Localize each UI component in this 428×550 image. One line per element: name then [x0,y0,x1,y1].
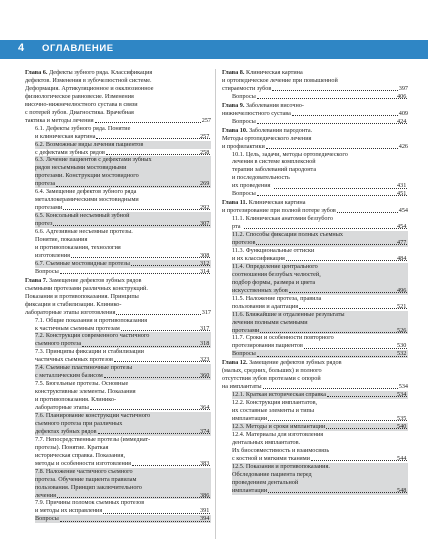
chapter-entry [25,117,211,125]
dot-leader [96,138,210,139]
toc-chapter [222,102,408,126]
section-title-line: конструктивные элементы. Показания [35,388,136,396]
section-title-line: терапии заболеваний пародонта [232,166,317,174]
dot-leader [268,492,407,493]
page-ref: 426 [398,142,408,150]
section-last-line: Вопросы 532 [232,350,407,358]
section-title-line: и последовательность [232,174,290,182]
section-title-text: с дефектами зубных рядов [35,148,105,156]
section-title-line: 6.1. Дефекты зубного ряда. Понятие [35,124,131,132]
section-last-line: и методы их исправления 391 [35,507,210,515]
section-title-text: протезирования пациентов [232,342,303,350]
dot-leader [63,209,210,210]
section-title-line: дентальных имплантатов. [232,438,301,446]
chapter-number: Глава 8. [222,69,245,76]
dot-leader [60,521,210,522]
dot-leader [326,428,407,429]
chapter-heading-line [222,135,408,143]
section-title-line: съемного протеза при различных [35,419,123,427]
dot-leader [82,346,210,347]
section-title-text: Вопросы [232,92,256,100]
section-title-line: Обследование пациента перед [232,470,312,478]
chapter-title-text: с потерей зубов. Диагностика. Врачебная [25,108,134,116]
questions-entry [232,350,408,358]
chapter-title-text: съемными протезами различных конструкций. [25,284,148,292]
chapter-heading [25,277,211,317]
chapter-title-text: Замещение дефектов зубных рядов [47,276,142,284]
section-title-text: дефектах зубных рядов [35,427,97,435]
dot-leader [266,148,398,149]
section-title-line: 12.4. Материалы для изготовления [232,430,324,438]
section-title-text: протезами [232,326,260,334]
chapter-entry [222,383,408,391]
toc-chapter [25,277,211,524]
section-last-line: их проведения 431 [232,182,407,190]
chapter-heading-line [222,102,408,110]
section-title-text: протеза [35,180,56,188]
section-title-text: лечения [35,491,57,499]
page-ref: 454 [398,207,408,215]
chapter-heading-line [222,127,408,135]
chapter-heading-line [25,109,211,117]
dot-leader [304,348,407,349]
chapter-title-text: тактика и методы лечения [25,116,94,124]
toc-left-column [25,69,211,524]
toc-chapter [222,199,408,358]
chapter-number: Глава 10. [222,126,248,134]
section-entry [35,188,211,212]
dot-leader [260,332,407,333]
dot-leader [272,90,397,91]
section-entry [232,391,408,399]
section-title-text: их проведения [232,182,271,190]
section-title-line: протеза. Обучение пациента правилам [35,475,137,483]
section-title-text: с металлическим базисом [35,372,103,380]
section-title-line: 7.9. Причины поломок съемных протезов [35,499,145,507]
chapter-heading-line [222,375,408,383]
section-title-line: 11.5. Наложение протеза, правила [232,294,322,302]
section-entry [232,231,408,247]
toc-chapter [222,127,408,199]
section-title-line: 11.1. Клиническая анатомия беззубого [232,215,333,223]
section-title-text: Вопросы [35,515,59,523]
section-entry [232,399,408,423]
questions-entry [232,93,408,101]
section-title-line: 6.6. Адгезивные несъемные протезы. [35,228,133,236]
chapter-title-text: Показания и противопоказания. Принципы [25,292,139,300]
chapter-heading [222,69,408,93]
section-last-line: протезов 477 [232,239,407,247]
dot-leader [121,330,210,331]
chapter-heading [222,359,408,391]
chapter-title-text: дефектов. Изменения в зубочелюстной системе. [25,76,152,84]
section-title-text: и их классификация [232,254,285,262]
dot-leader [56,186,210,187]
dot-leader [60,273,210,274]
section-title-text: с костной и мягкими тканями [232,454,310,462]
section-last-line: протезирования пациентов 530 [232,342,407,350]
section-title-line: 7.6. Планирование конструкции частичного [35,411,151,419]
section-last-line: протеза 269 [35,180,210,188]
section-entry [232,463,408,495]
section-entry [35,156,211,188]
section-last-line: Вопросы 451 [232,190,407,198]
chapter-title-text: лабораторные этапы изготовления [25,308,116,316]
section-title-line: 7.7. Непосредственные протезы (иммедиат- [35,435,151,443]
section-entry [35,317,211,333]
chapter-heading-line [25,285,211,293]
section-last-line: с костной и мягкими тканями 544 [232,454,407,462]
section-entry [232,334,408,350]
section-title-line: Их биосовместимость и взаимосвязь [232,446,330,454]
chapter-heading-line [25,101,211,109]
header-title: ОГЛАВЛЕНИЕ [42,43,114,54]
section-last-line: изготовления 308 [35,251,210,259]
section-last-line: к частичным съемным протезам 317 [35,324,210,332]
section-last-line: 12.1. Краткая историческая справка 534 [232,391,407,399]
section-title-text: имплантации [232,414,268,422]
chapter-number: Глава 12. [222,359,248,367]
section-title-text: Вопросы [232,117,256,125]
chapter-title-text: физиологическое равновесие. Изменения [25,92,134,100]
section-entry [232,263,408,295]
section-title-line: и противопоказания, технология [35,243,121,251]
section-last-line: Вопросы 394 [35,515,210,523]
section-entry [35,364,211,380]
section-title-line: 7.4. Съемные пластиночные протезы [35,364,133,372]
chapter-heading [222,199,408,215]
dot-leader [90,409,210,410]
section-title-line: 7.5. Бюгельные протезы. Основные [35,380,129,388]
section-title-text: протезами [35,204,63,212]
dot-leader [104,377,210,378]
section-title-line: 6.4. Замещение дефектов зубного ряда [35,188,137,196]
section-title-line: соотношения беззубых челюстей, [232,270,321,278]
section-title-line: и противопоказания. Клинико- [35,396,117,404]
dot-leader [257,356,407,357]
chapter-title-text: и протезирование при полной потере зубов [222,207,336,215]
chapter-heading [25,69,211,125]
section-last-line: 12.3. Методы и сроки имплантации 540 [232,422,407,430]
section-entry [35,125,211,141]
section-last-line: лечения 386 [35,491,210,499]
section-last-line: с дефектами зубных рядов 258 [35,148,210,156]
section-title-line: 7.2. Конструкция современного частичного [35,332,150,340]
section-title-text: Вопросы [232,190,256,198]
section-entry [232,295,408,311]
chapter-title-text: стираемости зубов [222,84,272,92]
section-entry [232,311,408,335]
section-entry [232,423,408,431]
dot-leader [57,497,210,498]
questions-entry [35,515,211,523]
section-entry [35,141,211,149]
section-title-line: протезы). Понятие. Краткая [35,443,109,451]
section-last-line: частичных съемных протезов 323 [35,356,210,364]
page-header [0,0,428,59]
chapter-heading-line [25,93,211,101]
section-last-line: имплантации 535 [232,414,407,422]
section-last-line: и клиническая картина 257 [35,132,210,140]
section-last-line: пользования и адаптация 521 [232,302,407,310]
chapter-title-text: Дефекты зубного ряда. Классификация [47,69,153,76]
section-last-line [35,140,211,149]
section-title-text: 12.3. Методы и сроки имплантации [232,422,326,430]
section-entry [232,431,408,463]
page-ref: 397 [398,84,408,92]
section-entry [35,412,211,436]
section-last-line: протезами 292 [35,204,210,212]
dot-leader [311,460,407,461]
section-title-line: 12.5. Показания и противопоказания. [232,462,330,470]
dot-leader [263,388,398,389]
section-entry [35,436,211,468]
dot-leader [116,314,200,315]
chapter-title-text: Заболевания височно- [244,101,304,109]
dot-leader [274,188,407,189]
chapter-entry [222,207,408,215]
chapter-entry [25,309,211,317]
chapter-title-text: нижнечелюстного сустава [222,109,291,117]
section-entry [35,212,211,228]
dot-leader [98,433,210,434]
section-title-text: 6.7. Съемные мостовидные протезы [35,259,130,267]
page-ref: 257 [201,116,211,124]
dot-leader [268,420,407,421]
section-title-text: 6.2. Возможные виды лечения пациентов [35,140,144,148]
section-entry [232,215,408,231]
chapter-title-text: Заболевания пародонта. [247,126,313,134]
section-title-text: 12.1. Краткая историческая справка [232,391,326,399]
dot-leader [257,123,407,124]
section-last-line: 6.7. Съемные мостовидные протезы 312 [35,259,210,267]
section-last-line: дефектах зубных рядов 374 [35,427,210,435]
chapter-title-text: на имплантаты [222,383,262,391]
section-title-text: частичных съемных протезов [35,356,113,364]
toc-chapter [222,359,408,494]
chapter-heading-line [25,277,211,285]
dot-leader [103,513,210,514]
chapter-title-text: Замещение дефектов зубных рядов [247,359,342,367]
section-title-line: 6.3. Лечение пациентов с дефектами зубных [35,156,152,164]
page-number: 4 [18,42,25,54]
section-entry [232,151,408,191]
section-last-line: лабораторные этапы 364 [35,404,210,412]
chapter-title-text: отсутствия зубов протезами с опорой [222,375,321,383]
section-title-text: пользования и адаптация [232,302,299,310]
section-title-line: 10.1. Цель, задачи, методы ортопедического [232,150,348,158]
questions-entry [35,268,211,276]
section-title-line: 7.3. Принципы фиксации и стабилизации [35,348,144,356]
dot-leader [286,260,407,261]
chapter-title-text: (малых, средних, больших) и полного [222,367,322,375]
section-title-line: 7.1. Общие показания и противопоказания [35,316,148,324]
dot-leader [292,115,398,116]
section-title-line: 11.4. Определение центрального [232,262,318,270]
chapter-title-text: и ортопедическое лечение при повышенной [222,76,338,84]
page-ref: 409 [398,109,408,117]
questions-entry [232,190,408,198]
section-title-line: проведением дентальной [232,478,299,486]
chapter-title-text: Клиническая картина [247,199,306,207]
section-title-text: Вопросы [232,350,256,358]
dot-leader [337,212,398,213]
section-entry [232,247,408,263]
toc-chapter [222,69,408,101]
section-title-line: 12.2. Конструкция имплантатов, [232,399,318,407]
page-ref: 317 [201,308,211,316]
chapter-heading-line [25,69,211,77]
section-title-line: лечения в системе комплексной [232,158,316,166]
chapter-entry [222,143,408,151]
chapter-title-text: и профилактики [222,142,265,150]
section-entry [35,260,211,268]
chapter-number: Глава 9. [222,101,245,109]
chapter-number: Глава 6. [25,69,48,76]
chapter-heading [222,127,408,151]
chapter-heading [222,102,408,118]
section-title-line: пользования. Принцип заключительного [35,483,142,491]
chapter-title-text: фиксации и стабилизации. Клинико- [25,300,122,308]
chapter-heading-line [222,77,408,85]
section-title-line: Понятие, показания [35,236,88,244]
section-title-line: лечения полными съемными [232,318,308,326]
chapter-heading-line [222,69,408,77]
dot-leader [289,292,407,293]
chapter-title-text: Деформация. Артикуляционное и окклюзионное [25,84,154,92]
section-title-line: их составные элементы и типы [232,407,315,415]
section-title-line: протезами. Конструкции мостовидного [35,172,139,180]
section-last-line: и их классификация 484 [232,254,407,262]
chapter-heading-line [25,77,211,85]
dot-leader [95,122,201,123]
chapter-title-text: Методы ортопедического лечения [222,134,312,142]
section-title-text: к частичным съемным протезам [35,324,120,332]
dot-leader [299,308,407,309]
chapter-entry [222,85,408,93]
section-title-text: лабораторные этапы [35,404,89,412]
section-title-text: съемного протеза [35,340,82,348]
dot-leader [257,195,407,196]
dot-leader [114,361,210,362]
section-title-line: 6.5. Консольный несъемный зубной [35,212,130,220]
section-title-line: 7.8. Наложение частичного съемного [35,467,133,475]
section-title-text: искусственных зубов [232,286,288,294]
dot-leader [244,228,407,229]
chapter-number: Глава 11. [222,199,248,207]
dot-leader [106,154,210,155]
dot-leader [132,465,210,466]
section-last-line: имплантации 548 [232,486,407,494]
section-entry [35,348,211,364]
section-title-line: 11.6. Ближайшие и отдаленные результаты [232,310,345,318]
section-title-line: историческая справка. Показания, [35,451,125,459]
dot-leader [71,257,210,258]
chapter-title-text: Клиническая картина [244,69,303,76]
chapter-heading-line [25,85,211,93]
dot-leader [327,396,407,397]
section-title-line: металлокерамическими мостовидными [35,196,139,204]
section-title-line: 11.3. Функциональные оттиски [232,246,315,254]
chapter-heading-line [25,293,211,301]
chapter-heading-line [25,301,211,309]
dot-leader [257,98,407,99]
page-ref: 534 [398,383,408,391]
column-divider [215,69,216,539]
section-last-line: Вопросы 406 [232,92,407,100]
section-title-text: протез [35,220,53,228]
section-entry [35,149,211,157]
section-title-text: и методы их исправления [35,507,103,515]
section-title-line: 11.7. Сроки и особенности повторного [232,334,334,342]
section-last-line: протез 307 [35,220,210,228]
chapter-heading-line [222,359,408,367]
section-last-line: искусственных зубов 496 [232,286,407,294]
chapter-heading-line [222,199,408,207]
section-title-text: и клиническая картина [35,132,96,140]
section-title-text: протезов [232,239,256,247]
section-title-line: 11.2. Способы фиксации полных съемных [232,231,343,239]
chapter-number: Глава 7. [25,276,48,284]
section-title-text: имплантации [232,486,268,494]
section-last-line: Вопросы 314 [35,267,210,275]
section-title-text: изготовления [35,251,71,259]
section-last-line: рта 454 [232,223,407,231]
toc-right-column [222,69,408,496]
section-title-line: рядов несъемными мостовидными [35,164,127,172]
toc-chapter [25,69,211,276]
section-entry [35,468,211,500]
section-title-text: Вопросы [35,267,59,275]
section-entry [35,499,211,515]
chapter-title-text: височно-нижнечелюстного сустава в связи [25,100,138,108]
section-entry [35,332,211,348]
section-last-line: съемного протеза 318 [35,340,210,348]
section-title-line: подбор формы, размера и цвета [232,278,316,286]
section-last-line: Вопросы 424 [232,117,407,125]
questions-entry [232,118,408,126]
chapter-heading-line [222,367,408,375]
chapter-entry [222,110,408,118]
section-last-line: с металлическим базисом 360 [35,372,210,380]
dot-leader [53,225,210,226]
dot-leader [256,244,407,245]
section-last-line: методы и особенности изготовления 383 [35,459,210,467]
section-entry [35,380,211,412]
section-title-text: методы и особенности изготовления [35,459,131,467]
dot-leader [131,265,210,266]
section-last-line: протезами 526 [232,326,407,334]
section-entry [35,228,211,260]
